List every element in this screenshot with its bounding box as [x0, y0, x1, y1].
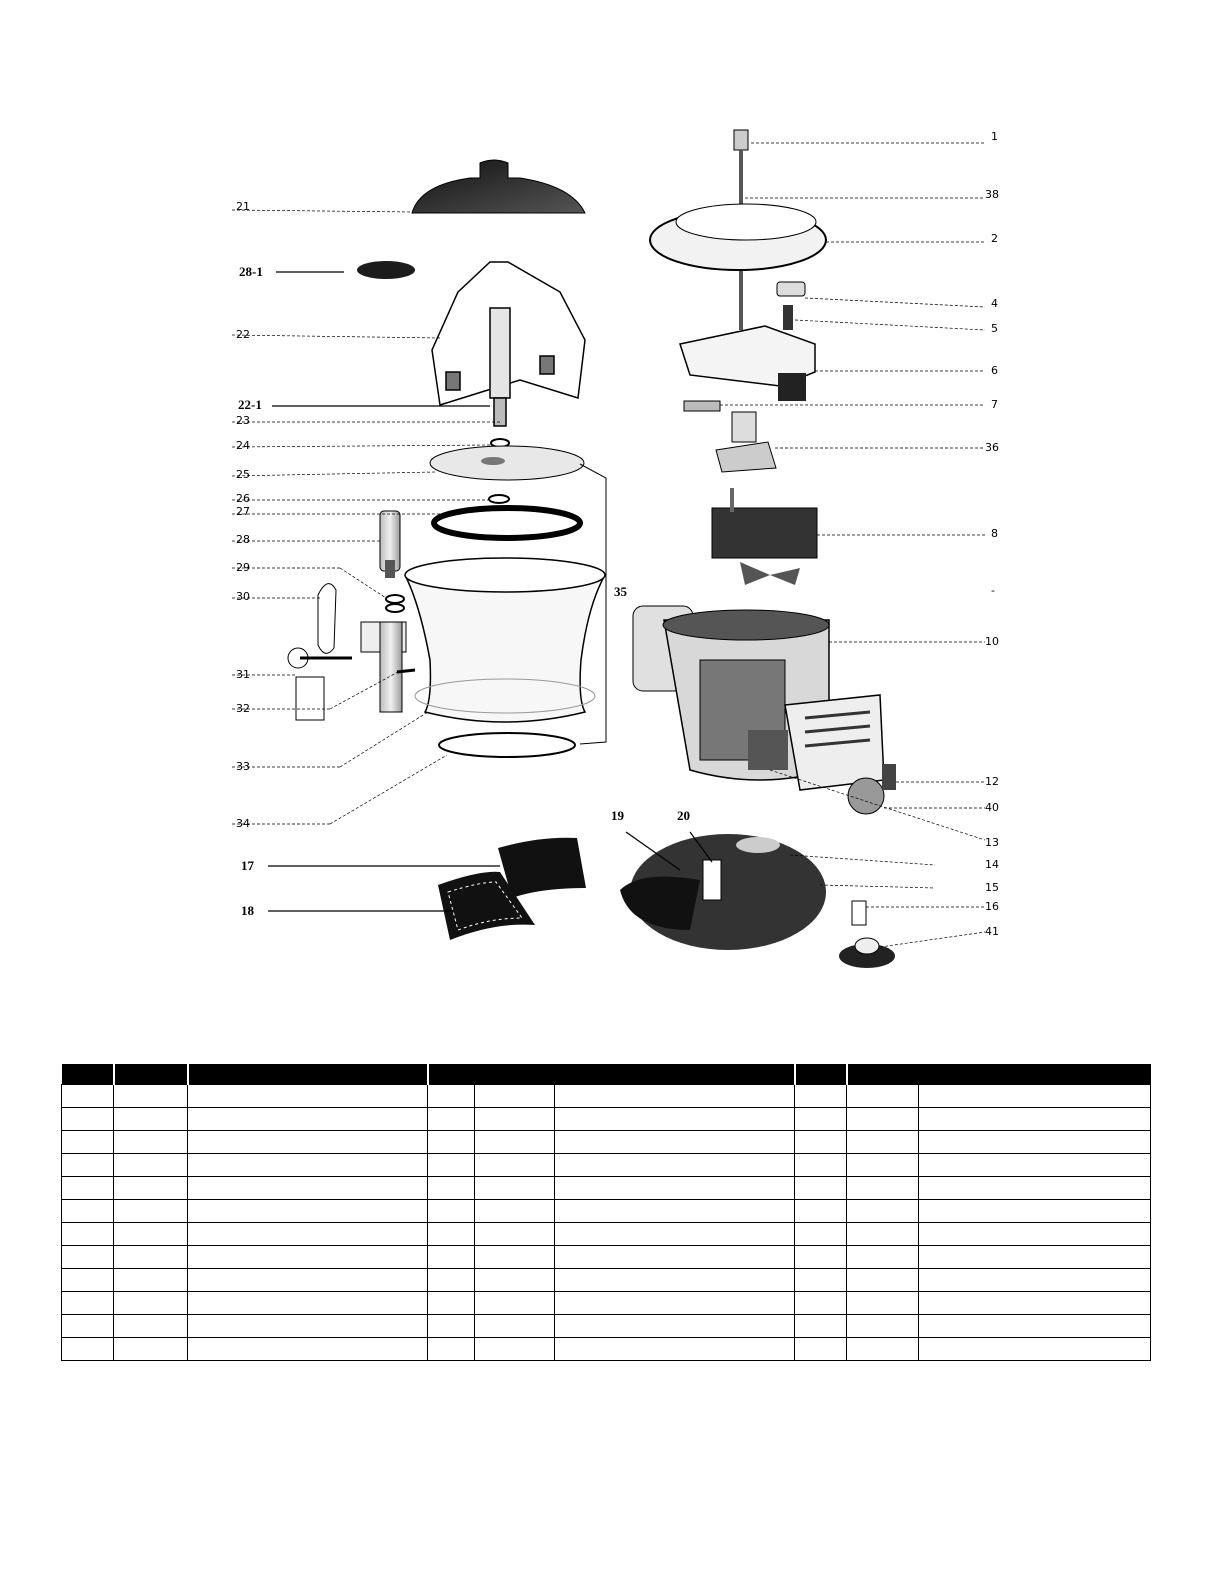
latch-part [777, 282, 805, 296]
table-row [62, 1269, 1151, 1292]
callout-19: 19 [611, 808, 624, 823]
callout-5: 5 [991, 322, 998, 335]
callout-40: 40 [985, 801, 999, 814]
callout-15: 15 [985, 881, 999, 894]
table-cell [795, 1338, 847, 1361]
table-cell [188, 1177, 428, 1200]
callout-24: 24 [236, 439, 250, 452]
table-cell [555, 1315, 795, 1338]
callout-2: 2 [991, 232, 998, 245]
o-ring-part [386, 595, 404, 603]
header-cell [114, 1064, 188, 1085]
callout-17: 17 [241, 858, 254, 873]
table-row [62, 1108, 1151, 1131]
bowl-part [405, 558, 605, 722]
table-cell [62, 1200, 114, 1223]
table-cell [188, 1131, 428, 1154]
header-cell [62, 1064, 114, 1085]
table-cell [428, 1269, 475, 1292]
table-cell [475, 1131, 555, 1154]
callout-1: 1 [991, 130, 998, 143]
table-cell [919, 1246, 1151, 1269]
callout-labels [236, 130, 999, 938]
table-cell [919, 1223, 1151, 1246]
callout-36: 36 [985, 441, 999, 454]
table-cell [114, 1315, 188, 1338]
housing-part [680, 326, 815, 401]
table-cell [847, 1223, 919, 1246]
table-cell [428, 1223, 475, 1246]
table-cell [475, 1177, 555, 1200]
table-cell [188, 1315, 428, 1338]
table-cell [847, 1292, 919, 1315]
table-cell [114, 1223, 188, 1246]
table-cell [795, 1269, 847, 1292]
table-cell [555, 1246, 795, 1269]
callout-22: 22 [236, 328, 250, 341]
cap-part [357, 261, 415, 279]
base-ring-part [439, 733, 575, 757]
drip-base-part [620, 834, 826, 950]
table-cell [555, 1200, 795, 1223]
callout-27: 27 [236, 505, 250, 518]
table-cell [795, 1154, 847, 1177]
table-cell [919, 1292, 1151, 1315]
table-cell [919, 1200, 1151, 1223]
callout-22-1: 22-1 [238, 397, 262, 412]
table-row [62, 1315, 1151, 1338]
seal-ring-part [489, 495, 509, 503]
table-cell [62, 1085, 114, 1108]
callout-32: 32 [236, 702, 250, 715]
top-ring-part [650, 204, 826, 270]
table-cell [475, 1200, 555, 1223]
table-cell [188, 1085, 428, 1108]
table-cell [847, 1177, 919, 1200]
callout-20: 20 [677, 808, 690, 823]
table-cell [114, 1177, 188, 1200]
table-cell [62, 1315, 114, 1338]
table-cell [428, 1131, 475, 1154]
callout-31: 31 [236, 668, 250, 681]
table-cell [555, 1177, 795, 1200]
table-cell [188, 1292, 428, 1315]
callout-7: 7 [991, 398, 998, 411]
table-cell [188, 1338, 428, 1361]
table-cell [114, 1292, 188, 1315]
knob-part [839, 938, 895, 968]
table-cell [555, 1131, 795, 1154]
table-row [62, 1292, 1151, 1315]
table-cell [188, 1223, 428, 1246]
callout-12: 12 [985, 775, 999, 788]
knob-stem-part [852, 901, 866, 925]
table-row [62, 1085, 1151, 1108]
table-cell [188, 1246, 428, 1269]
header-cell [188, 1064, 428, 1085]
table-cell [919, 1315, 1151, 1338]
table-row [62, 1131, 1151, 1154]
table-cell [62, 1108, 114, 1131]
table-cell [428, 1315, 475, 1338]
table-cell [428, 1200, 475, 1223]
callout-14: 14 [985, 858, 999, 871]
table-cell [475, 1223, 555, 1246]
table-cell [188, 1154, 428, 1177]
table-cell [847, 1085, 919, 1108]
table-cell [919, 1085, 1151, 1108]
cover-plate-part [430, 446, 584, 480]
table-cell [795, 1131, 847, 1154]
table-header-row [62, 1064, 1151, 1085]
table-cell [847, 1154, 919, 1177]
gasket-part [434, 508, 580, 538]
table-cell [555, 1338, 795, 1361]
table-cell [795, 1292, 847, 1315]
callout-13: 13 [985, 836, 999, 849]
callout-33: 33 [236, 760, 250, 773]
table-cell [847, 1315, 919, 1338]
table-cell [847, 1131, 919, 1154]
callout-41: 41 [985, 925, 999, 938]
header-cell [428, 1064, 795, 1085]
table-cell [62, 1223, 114, 1246]
table-cell [428, 1246, 475, 1269]
callout-26: 26 [236, 492, 250, 505]
callout-29: 29 [236, 561, 250, 574]
table-cell [188, 1269, 428, 1292]
table-cell [795, 1085, 847, 1108]
table-cell [62, 1269, 114, 1292]
spring-part [783, 305, 793, 330]
bearing-mount-part [716, 412, 776, 472]
table-cell [62, 1177, 114, 1200]
table-cell [475, 1246, 555, 1269]
table-cell [475, 1269, 555, 1292]
table-cell [475, 1085, 555, 1108]
table-cell [114, 1154, 188, 1177]
table-cell [919, 1269, 1151, 1292]
table-cell [475, 1338, 555, 1361]
table-cell [919, 1177, 1151, 1200]
table-cell [475, 1315, 555, 1338]
table-cell [114, 1246, 188, 1269]
table-cell [114, 1338, 188, 1361]
table-cell [475, 1108, 555, 1131]
plunger-part [380, 511, 400, 578]
callout-28-1: 28-1 [239, 264, 263, 279]
table-cell [428, 1108, 475, 1131]
agitator-part [432, 262, 585, 426]
callout-35: 35 [614, 584, 627, 599]
parts-list-table [61, 1064, 1151, 1361]
header-cell [795, 1064, 847, 1085]
table-cell [114, 1200, 188, 1223]
table-cell [847, 1108, 919, 1131]
header-cell [847, 1064, 1151, 1085]
clip-part [684, 401, 720, 411]
table-cell [795, 1246, 847, 1269]
callout-30: 30 [236, 590, 250, 603]
table-cell [62, 1246, 114, 1269]
table-cell [795, 1223, 847, 1246]
table-cell [114, 1108, 188, 1131]
drip-cover-part [498, 838, 586, 898]
table-cell [114, 1085, 188, 1108]
table-cell [555, 1154, 795, 1177]
table-row [62, 1246, 1151, 1269]
leader-lines [232, 143, 985, 947]
callout-6: 6 [991, 364, 998, 377]
table-cell [555, 1269, 795, 1292]
table-cell [847, 1338, 919, 1361]
table-cell [62, 1131, 114, 1154]
table-row [62, 1154, 1151, 1177]
table-cell [795, 1177, 847, 1200]
table-row [62, 1338, 1151, 1361]
callout-21: 21 [236, 200, 250, 213]
table-cell [428, 1085, 475, 1108]
table-cell [919, 1131, 1151, 1154]
table-cell [62, 1154, 114, 1177]
table-cell [428, 1338, 475, 1361]
table-cell [919, 1108, 1151, 1131]
table-cell [919, 1154, 1151, 1177]
table-row [62, 1223, 1151, 1246]
table-cell [188, 1200, 428, 1223]
table-cell [62, 1292, 114, 1315]
lid-part [412, 160, 585, 213]
table-cell [475, 1292, 555, 1315]
callout-9: - [991, 584, 995, 597]
table-row [62, 1177, 1151, 1200]
callout-8: 8 [991, 527, 998, 540]
control-panel-part [785, 695, 896, 814]
table-row [62, 1200, 1151, 1223]
table-cell [114, 1131, 188, 1154]
table-cell [555, 1108, 795, 1131]
callout-23: 23 [236, 414, 250, 427]
table-cell [555, 1085, 795, 1108]
table-cell [428, 1154, 475, 1177]
callout-18: 18 [241, 903, 254, 918]
callout-25: 25 [236, 468, 250, 481]
faucet-body-part [361, 622, 415, 712]
table-cell [847, 1246, 919, 1269]
table-cell [114, 1269, 188, 1292]
callout-34: 34 [236, 817, 250, 830]
table-cell [555, 1292, 795, 1315]
table-cell [188, 1108, 428, 1131]
callout-38: 38 [985, 188, 999, 201]
callout-10: 10 [985, 635, 999, 648]
table-cell [795, 1315, 847, 1338]
table-cell [919, 1338, 1151, 1361]
table-cell [555, 1223, 795, 1246]
callout-28: 28 [236, 533, 250, 546]
table-cell [62, 1338, 114, 1361]
table-cell [847, 1269, 919, 1292]
motor-part [712, 488, 817, 585]
table-cell [795, 1108, 847, 1131]
table-cell [847, 1200, 919, 1223]
o-ring-part [386, 604, 404, 612]
callout-16: 16 [985, 900, 999, 913]
table-cell [795, 1200, 847, 1223]
table-cell [428, 1177, 475, 1200]
callout-4: 4 [991, 297, 998, 310]
table-cell [475, 1154, 555, 1177]
table-cell [428, 1292, 475, 1315]
faucet-handle-part [288, 584, 352, 720]
